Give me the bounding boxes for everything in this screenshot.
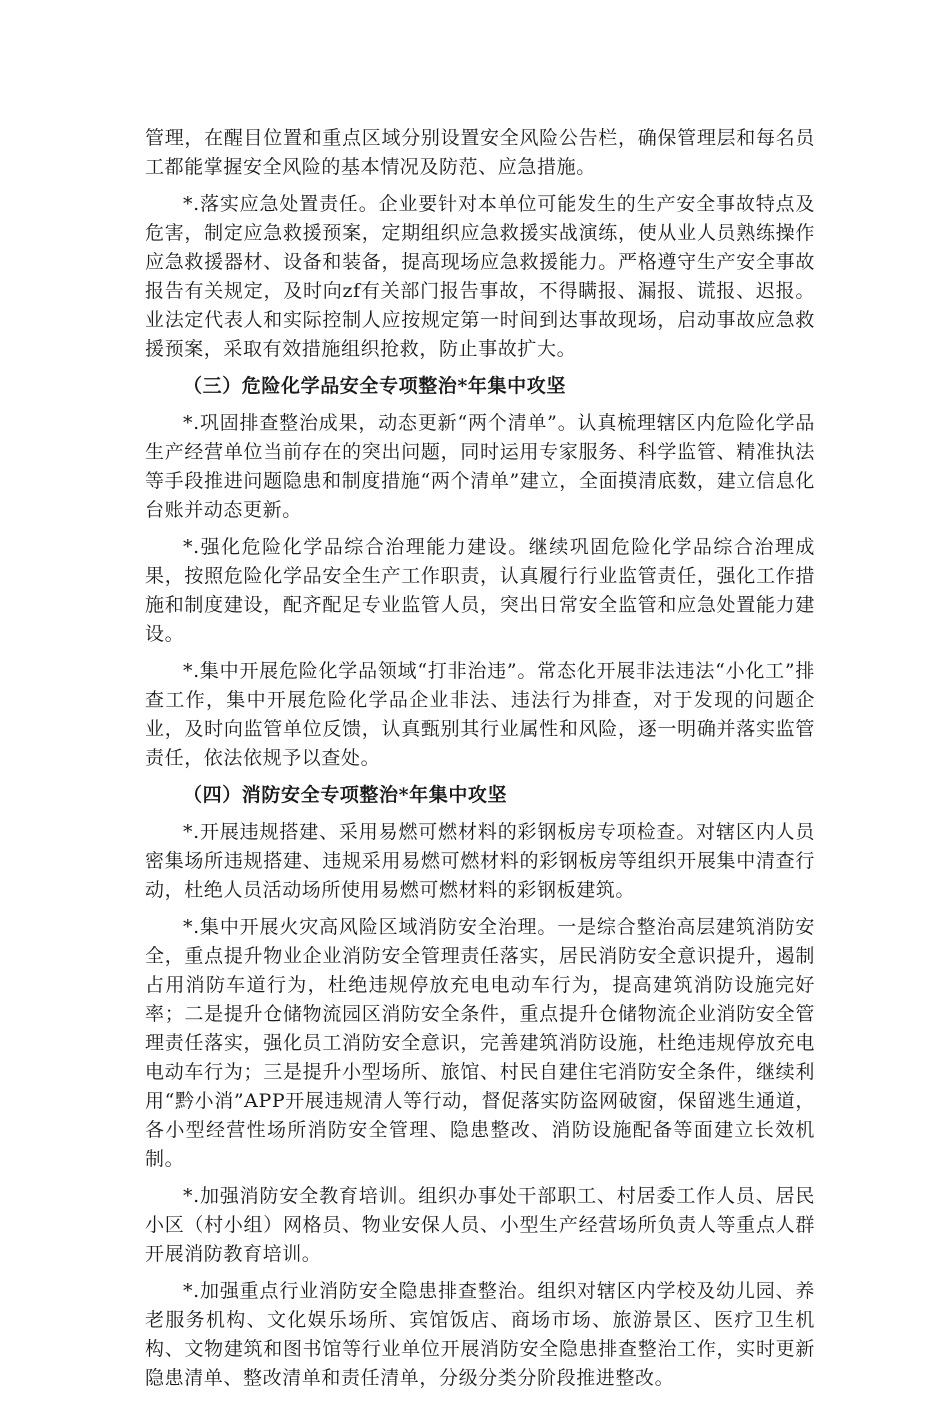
- paragraph-high-risk-areas: *.集中开展火灾高风险区域消防安全治理。一是综合整治高层建筑消防安全，重点提升物业企业消防安全管理责任落实，居民消防安全意识提升，遏制占用消防车道行为，杜绝违规停放充电电动车行为，提高建筑消防设施完好率；二是提升仓储物流园区消防安全条件，重点提升仓储物流企业消防安全管理责任落实，强化员工消防安全意识，完善建筑消防设施，杜绝违规停放充电电动车行为；三是提升小型场所、旅馆、村民自建住宅消防安全条件，继续利用“黔小消”APP开展违规清人等行动，督促落实防盗网破窗，保留逃生通道，各小型经营性场所消防安全管理、隐患整改、消防设施配备等面建立长效机制。: [145, 916, 815, 1170]
- paragraph-illegal-crackdown: *.集中开展危险化学品领域“打非治违”。常态化开展非法违法“小化工”排查工作，集中开展危险化学品企业非法、违法行为排查，对于发现的问题企业，及时向监管单位反馈，认真甄别其行业属性和风险，逐一明确并落实监管责任，依法依规予以查处。: [145, 660, 815, 769]
- section-heading-hazardous-chemicals: （三）危险化学品安全专项整治*年集中攻坚: [183, 375, 566, 397]
- paragraph-emergency-response: *.落实应急处置责任。企业要针对本单位可能发生的生产安全事故特点及危害，制定应急救援预案，定期组织应急救援实战演练，使从业人员熟练操作应急救援器材、设备和装备，提高现场应急救援能力。严格遵守生产安全事故报告有关规定，及时向zf有关部门报告事故，不得瞒报、漏报、谎报、迟报。业法定代表人和实际控制人应按规定第一时间到达事故现场，启动事故应急救援预案，采取有效措施组织抢救，防止事故扩大。: [145, 193, 815, 360]
- section-heading-fire-safety: （四）消防安全专项整治*年集中攻坚: [183, 784, 508, 806]
- paragraph-key-industries: *.加强重点行业消防安全隐患排查整治。组织对辖区内学校及幼儿园、养老服务机构、文化娱乐场所、宾馆饭店、商场市场、旅游景区、医疗卫生机构、文物建筑和图书馆等行业单位开展消防安全隐患排查整治工作，实时更新隐患清单、整改清单和责任清单，分级分类分阶段推进整改。: [145, 1280, 815, 1389]
- paragraph-two-lists: *.巩固排查整治成果，动态更新“两个清单”。认真梳理辖区内危险化学品生产经营单位当前存在的突出问题，同时运用专家服务、科学监管、精准执法等手段推进问题隐患和制度措施“两个清单”建立，全面摸清底数，建立信息化台账并动态更新。: [145, 412, 815, 521]
- paragraph-fire-training: *.加强消防安全教育培训。组织办事处干部职工、村居委工作人员、居民小区（村小组）网格员、物业安保人员、小型生产经营场所负责人等重点人群开展消防教育培训。: [145, 1185, 815, 1265]
- document-body: [145, 124, 815, 1401]
- paragraph-chemical-governance: *.强化危险化学品综合治理能力建设。继续巩固危险化学品综合治理成果，按照危险化学品安全生产工作职责，认真履行行业监管责任，强化工作措施和制度建设，配齐配足专业监管人员，突出日常安全监管和应急处置能力建设。: [145, 536, 815, 645]
- paragraph-steel-buildings: *.开展违规搭建、采用易燃可燃材料的彩钢板房专项检查。对辖区内人员密集场所违规搭建、违规采用易燃可燃材料的彩钢板房等组织开展集中清查行动，杜绝人员活动场所使用易燃可燃材料的彩钢板建筑。: [145, 821, 815, 901]
- paragraph-continuation: 管理，在醒目位置和重点区域分别设置安全风险公告栏，确保管理层和每名员工都能掌握安全风险的基本情况及防范、应急措施。: [145, 127, 815, 178]
